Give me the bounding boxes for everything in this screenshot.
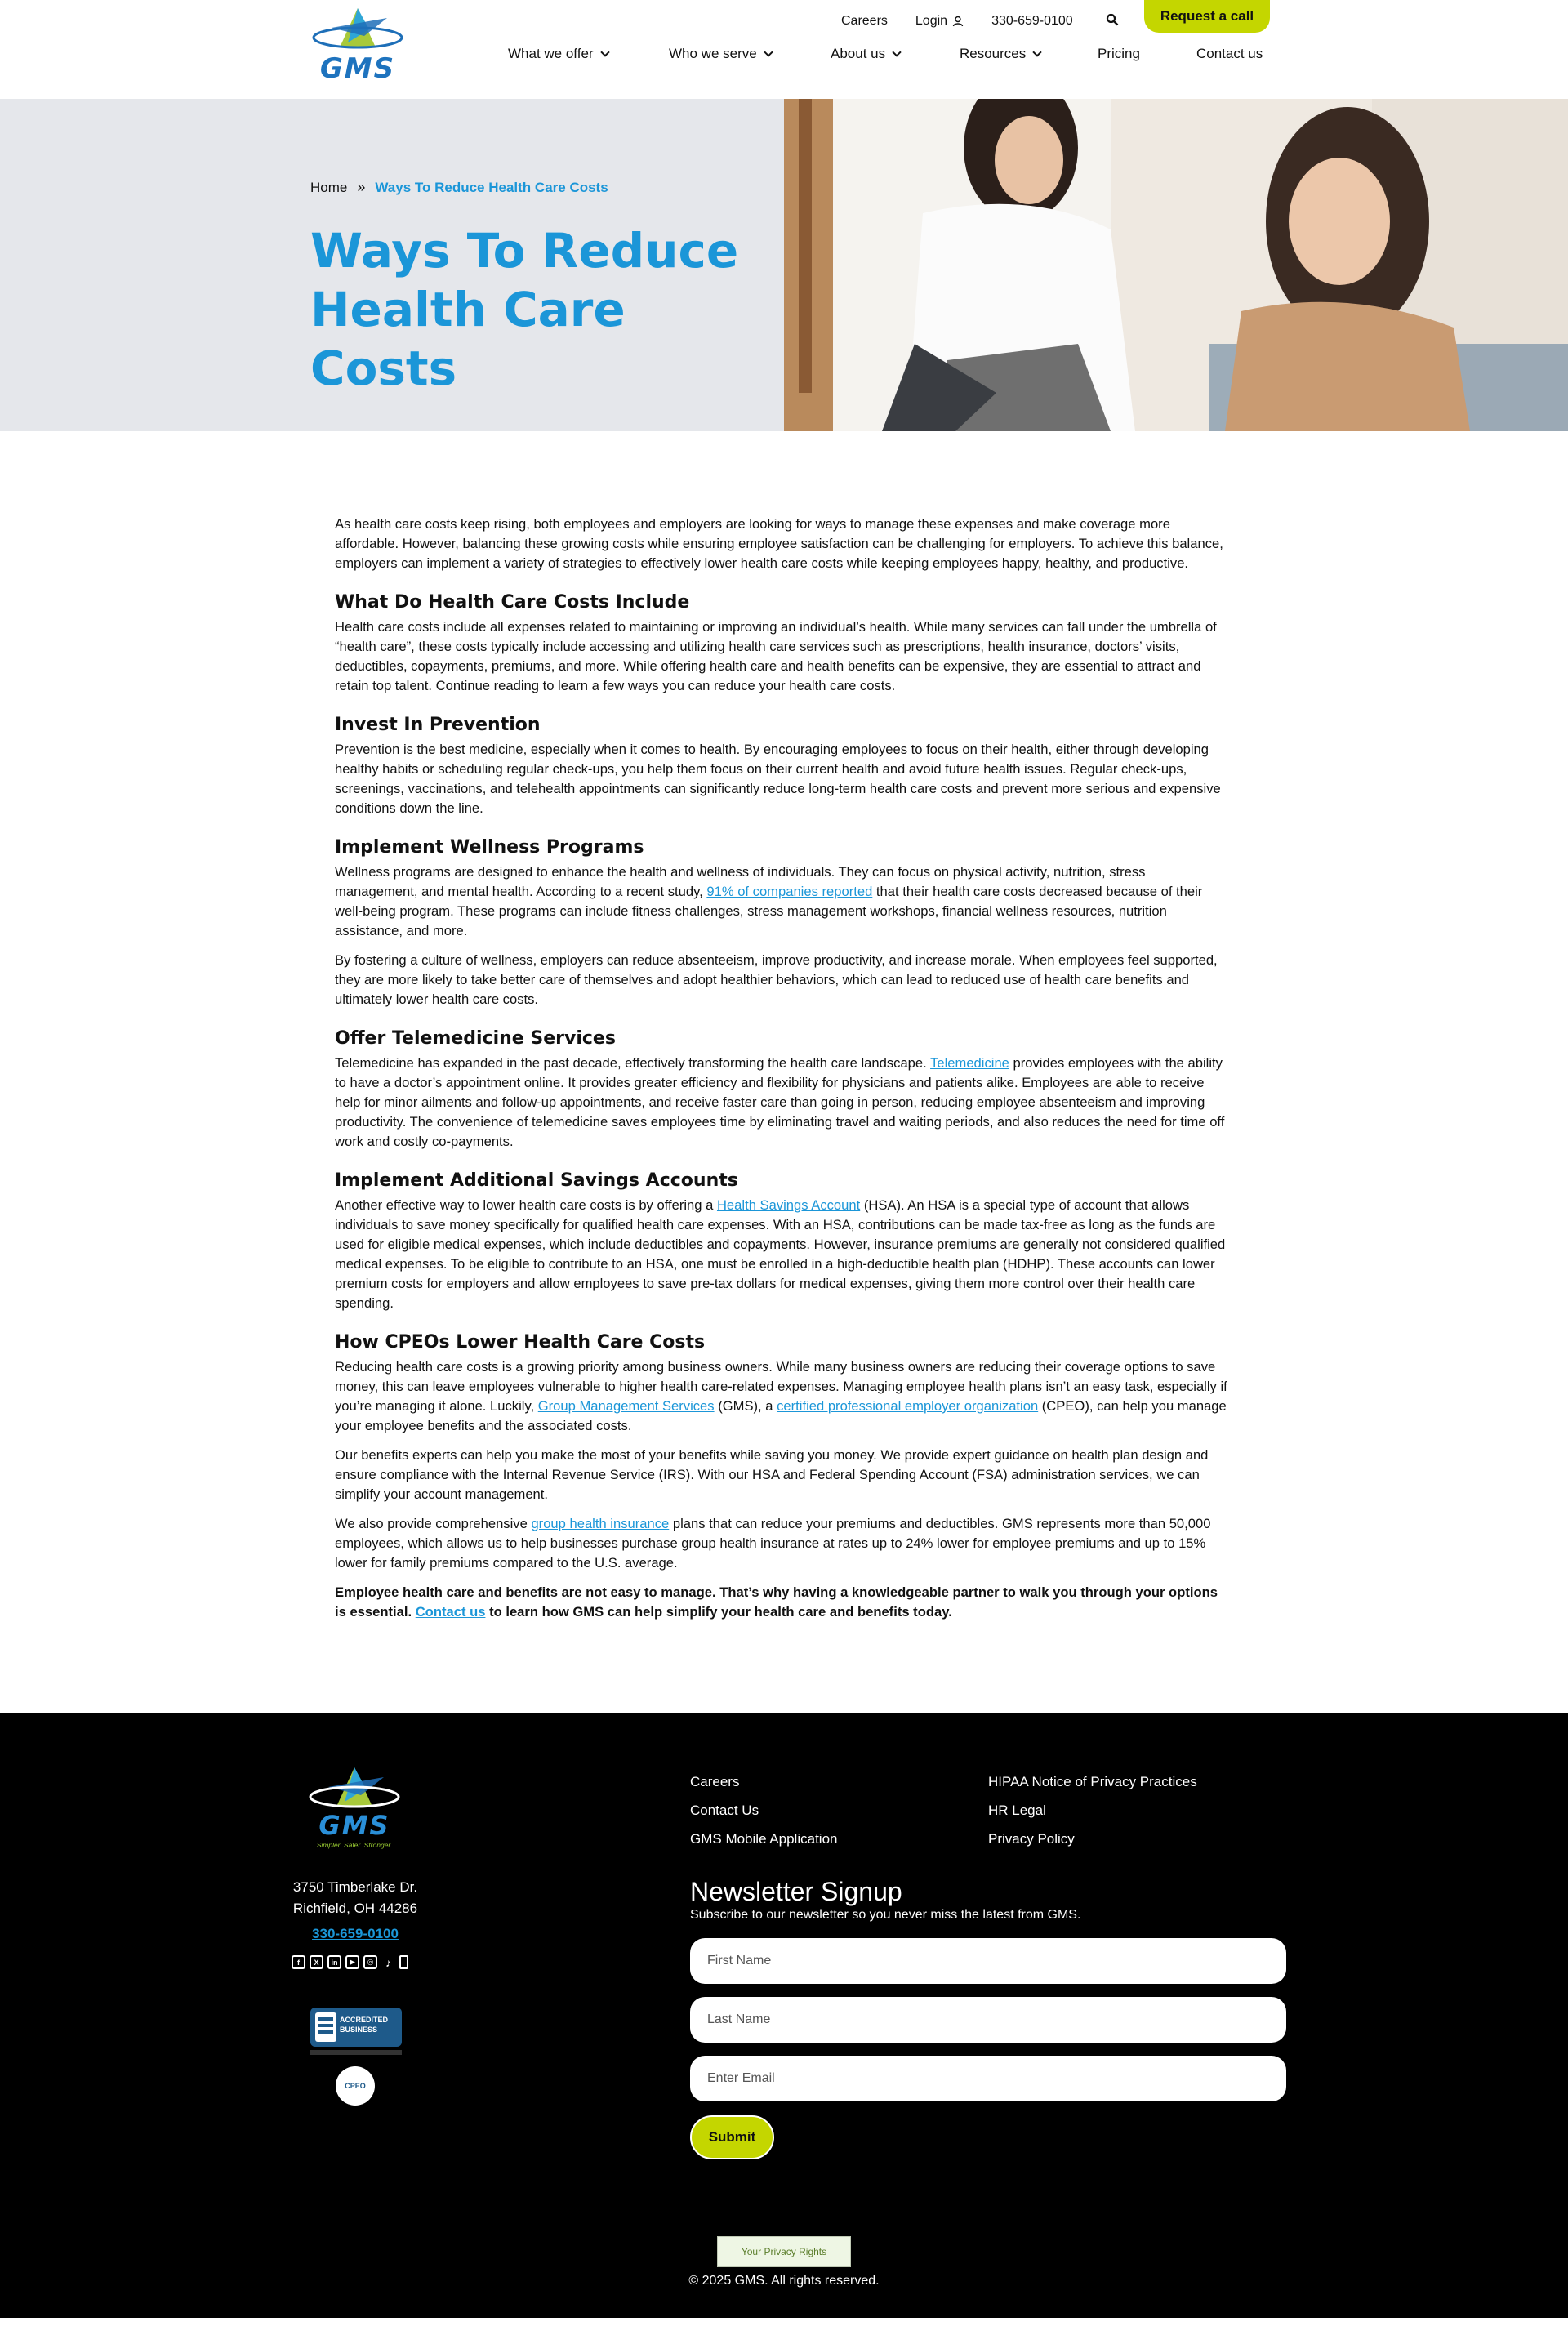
bbb-label	[340, 2015, 388, 2034]
section-heading: Implement Additional Savings Accounts	[335, 1170, 738, 1191]
social-links	[292, 1955, 408, 1969]
nav-label: Pricing	[1098, 46, 1140, 61]
bbb-line1: ACCREDITED	[340, 2016, 389, 2024]
gms-logo[interactable]	[307, 5, 408, 83]
nav-label: Who we serve	[669, 46, 757, 61]
text: Employee health care and benefits are not easy to manage. That’s why having a knowledgeable partner to walk you through your options is essential.	[335, 1584, 1218, 1620]
footer-link-contact[interactable]: Contact Us	[690, 1803, 760, 1818]
user-icon	[952, 16, 964, 27]
section-heading: Implement Wellness Programs	[335, 837, 644, 858]
footer-link-hipaa[interactable]: HIPAA Notice of Privacy Practices	[988, 1774, 1197, 1789]
phone-link[interactable]: 330-659-0100	[991, 14, 1073, 28]
last-name-input[interactable]: Last Name	[690, 1997, 1286, 2043]
first-name-input[interactable]: First Name	[690, 1938, 1286, 1984]
text: to learn how GMS can help simplify your health care and benefits today.	[485, 1604, 952, 1620]
gms-logo-mark-icon	[304, 1764, 405, 1816]
nav-label: About us	[831, 46, 886, 61]
text: Wellness programs are designed to enhance the health and wellness of individuals. They can focus on physical activity, nutrition, stress management, and mental health. According to a recent study,	[335, 864, 1146, 899]
breadcrumb-current: Ways To Reduce Health Care Costs	[375, 179, 608, 195]
footer-address	[245, 1877, 466, 1919]
section-heading: Invest In Prevention	[335, 715, 541, 735]
nav-label: Contact us	[1196, 46, 1263, 61]
section-paragraph	[335, 1514, 1229, 1573]
breadcrumb	[310, 179, 608, 196]
footer-link-careers[interactable]: Careers	[690, 1774, 740, 1789]
footer-link-mobile-app[interactable]: GMS Mobile Application	[690, 1831, 838, 1847]
footer-link-hr-legal[interactable]: HR Legal	[988, 1803, 1046, 1818]
article	[0, 431, 1568, 1713]
copyright: © 2025 GMS. All rights reserved.	[688, 2274, 880, 2288]
youtube-icon[interactable]: ▶	[345, 1955, 359, 1969]
bbb-line2: BUSINESS	[340, 2025, 378, 2034]
nav-label: Resources	[960, 46, 1027, 61]
wellness-study-link[interactable]: 91% of companies reported	[706, 884, 873, 899]
text: (HSA). An HSA is a special type of account that allows individuals to save money specifically for qualified health care expenses. With an HSA, contributions can be made tax-free as long as the funds are used for eligible medical expenses, which include deductibles and copayments. However, insurance premiums are generally not considered qualified medical expenses. To be eligible to contribute to an HSA, one must be enrolled in a high-deductible health plan (HDHP). These accounts can lower premium costs for employers and allow employees to save pre-tax dollars for medical expenses, giving them more control over their health care spending.	[335, 1197, 1226, 1311]
mobile-icon[interactable]	[399, 1955, 408, 1969]
page-title-line2: Health Care Costs	[310, 282, 626, 396]
hero-photo	[784, 99, 1568, 431]
x-icon[interactable]: X	[310, 1955, 323, 1969]
facebook-icon[interactable]: f	[292, 1955, 305, 1969]
section-paragraph: Prevention is the best medicine, especially when it comes to health. By encouraging employees to focus on their health, either through developing healthy habits or scheduling regular check-ups, you help them focus on their current health and avoid future health issues. Regular check-ups, screenings, vaccinations, and telehealth appointments can significantly reduce long-term health care costs and prevent more serious and expensive conditions down the line.	[335, 742, 1221, 816]
linkedin-icon[interactable]: in	[327, 1955, 341, 1969]
text: that their health care costs decreased because of their well-being program. These programs can include fitness challenges, stress management workshops, financial wellness resources, nutrition assistance, and more.	[335, 884, 1203, 938]
text: plans that can reduce your premiums and deductibles. GMS represents more than 50,000 employees, which allows us to help businesses purchase group health insurance at rates up to 24% lower for employee premiums and up to 15% lower for family premiums compared to the U.S. average.	[335, 1516, 1211, 1571]
email-input[interactable]: Enter Email	[690, 2056, 1286, 2101]
footer-link-privacy[interactable]: Privacy Policy	[988, 1831, 1075, 1847]
newsletter-title: Newsletter Signup	[690, 1877, 902, 1906]
footer-links-col2	[988, 1767, 1197, 1853]
section-paragraph	[335, 1357, 1229, 1436]
footer-logo[interactable]	[304, 1764, 405, 1854]
section-paragraph	[335, 862, 1229, 941]
text: (GMS), a	[714, 1398, 777, 1414]
site-header	[0, 0, 1568, 99]
newsletter-subtitle: Subscribe to our newsletter so you never miss the latest from GMS.	[690, 1908, 1081, 1922]
gms-logo-mark-icon	[307, 5, 408, 57]
login-link[interactable]	[915, 14, 964, 29]
section-heading: How CPEOs Lower Health Care Costs	[335, 1332, 706, 1352]
hsa-link[interactable]: Health Savings Account	[716, 1197, 861, 1213]
footer-tagline: Simpler. Safer. Stronger.	[316, 1841, 393, 1849]
nav-resources[interactable]	[960, 46, 1098, 62]
nav-label: What we offer	[508, 46, 594, 61]
site-footer	[0, 1713, 1568, 2318]
text: provides employees with the ability to have a doctor’s appointment online. It provides greater efficiency and flexibility for physicians and patients alike. Employees are able to receive help for minor ailments and follow-up appointments, and receive faster care than going in person, reducing employee absenteeism and improving productivity. The convenience of telemedicine saves employees time by eliminating travel and waiting periods, and also reduces the need for time off work and costly co-payments.	[335, 1055, 1225, 1149]
section-heading: Offer Telemedicine Services	[335, 1028, 616, 1049]
section-heading: What Do Health Care Costs Include	[335, 592, 690, 613]
utility-nav	[841, 8, 1143, 34]
nav-who-we-serve[interactable]	[669, 46, 831, 62]
chevron-down-icon	[892, 47, 901, 56]
cpeo-badge[interactable]: CPEO	[336, 2066, 375, 2106]
article-body	[335, 515, 1229, 1622]
footer-links-col1	[690, 1767, 837, 1853]
instagram-icon[interactable]: ◎	[363, 1955, 377, 1969]
login-label: Login	[915, 14, 948, 28]
tiktok-icon[interactable]: ♪	[385, 1955, 391, 1969]
nav-pricing[interactable]	[1098, 46, 1196, 62]
newsletter-submit-button[interactable]: Submit	[690, 2115, 774, 2159]
careers-link[interactable]: Careers	[841, 14, 888, 28]
chevron-down-icon	[600, 47, 609, 56]
text: (CPEO), can help you manage your employee benefits and the associated costs.	[335, 1398, 1227, 1433]
page-title	[310, 221, 768, 398]
chevron-down-icon	[1033, 47, 1042, 56]
nav-about-us[interactable]	[831, 46, 960, 62]
request-call-button[interactable]: Request a call	[1144, 0, 1270, 33]
two-women-at-laptop-photo	[784, 99, 1568, 431]
closing-paragraph	[335, 1583, 1229, 1622]
cpeo-link[interactable]: certified professional employer organization	[777, 1398, 1039, 1414]
privacy-rights-button[interactable]: Your Privacy Rights	[717, 2236, 851, 2267]
search-icon[interactable]	[1106, 13, 1119, 30]
telemedicine-link[interactable]: Telemedicine	[930, 1055, 1009, 1071]
bbb-badge[interactable]	[310, 2008, 402, 2060]
chevron-down-icon	[764, 47, 773, 56]
footer-phone-link[interactable]: 330-659-0100	[312, 1926, 399, 1941]
footer-logo-wordmark: GMS	[318, 1810, 390, 1841]
nav-what-we-offer[interactable]	[508, 46, 669, 62]
gms-link[interactable]: Group Management Services	[537, 1398, 715, 1414]
section-paragraph	[335, 1196, 1229, 1313]
text: Telemedicine has expanded in the past decade, effectively transforming the health care landscape.	[335, 1055, 931, 1071]
contact-us-link[interactable]: Contact us	[415, 1604, 486, 1620]
address-line1: 3750 Timberlake Dr.	[292, 1879, 418, 1895]
breadcrumb-separator-icon: »	[357, 179, 366, 195]
section-paragraph	[335, 1054, 1229, 1152]
text: We also provide comprehensive	[335, 1516, 532, 1531]
article-intro: As health care costs keep rising, both employees and employers are looking for ways to manage these expenses and make coverage more affordable. However, balancing these growing costs while ensuring employee satisfaction can be challenging for employers. To achieve this balance, employers can implement a variety of strategies to effectively lower health care costs while keeping employees happy, healthy, and productive.	[335, 516, 1223, 571]
group-health-insurance-link[interactable]: group health insurance	[531, 1516, 670, 1531]
logo-wordmark: GMS	[319, 52, 396, 85]
breadcrumb-home[interactable]: Home	[310, 179, 348, 195]
section-paragraph: By fostering a culture of wellness, employers can reduce absenteeism, improve productivity, and increase morale. When employees feel supported, they are more likely to take better care of themselves and adopt healthier behaviors, which can lead to reduced use of health care benefits and ultimately lower health care costs.	[335, 952, 1218, 1007]
main-nav	[508, 46, 1263, 62]
address-line2: Richfield, OH 44286	[292, 1901, 418, 1916]
hero-banner	[0, 99, 1568, 431]
text: Another effective way to lower health care costs is by offering a	[335, 1197, 717, 1213]
page-title-line1: Ways To Reduce	[310, 223, 739, 279]
section-paragraph: Our benefits experts can help you make the most of your benefits while saving you money. We provide expert guidance on health plan design and ensure compliance with the Internal Revenue Service (IRS). With our HSA and Federal Spending Account (FSA) administration services, we can simplify your account management.	[335, 1447, 1209, 1502]
nav-contact-us[interactable]	[1196, 46, 1263, 62]
text: Reducing health care costs is a growing priority among business owners. While many business owners are reducing their coverage options to save money, this can leave employees vulnerable to higher health care-related expenses. Managing employee health plans isn’t an easy task, especially if you’re managing it alone. Luckily,	[335, 1359, 1227, 1414]
section-paragraph: Health care costs include all expenses related to maintaining or improving an individual’s health. While many services can fall under the umbrella of “health care”, these costs typically include accessing and utilizing health care services such as prescriptions, health insurance, doctors’ visits, deductibles, copayments, premiums, and more. While offering health care and health benefits can be expensive, they are essential to attract and retain top talent. Continue reading to learn a few ways you can reduce your health care costs.	[335, 619, 1217, 693]
